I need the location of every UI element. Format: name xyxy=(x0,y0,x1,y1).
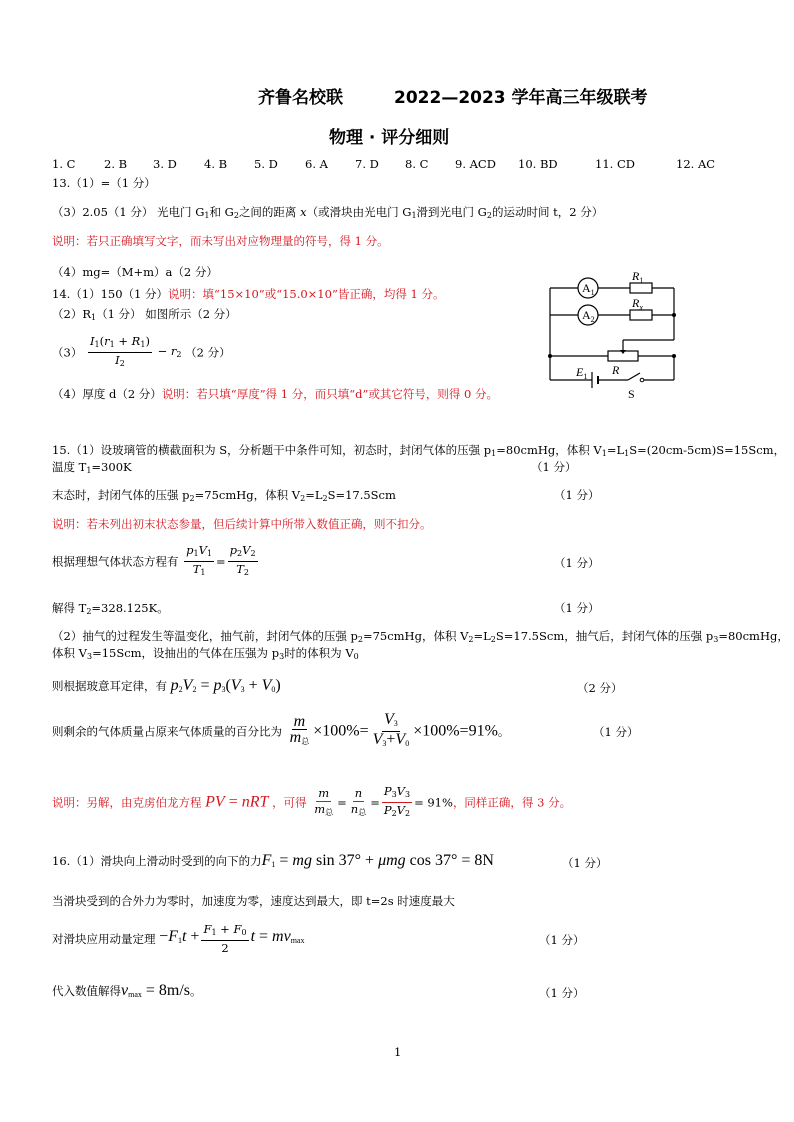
resistor-r1-label: $R_1$ xyxy=(632,269,644,285)
exam-title: 2022—2023 学年高三年级联考 xyxy=(394,88,648,108)
q13-part4: （4）mg=（M+m）a（2 分） xyxy=(52,265,218,279)
answer-7: 7. D xyxy=(355,157,379,171)
answer-12: 12. AC xyxy=(676,157,716,171)
q13-part1: 13.（1）=（1 分） xyxy=(52,176,156,190)
q15-p1-line1: 15.（1）设玻璃管的横截面积为 S，分析题干中条件可知，初态时，封闭气体的压强 $p_1=80cmHg$，体积 $V_1=L_1S=(20cm-5cm)S=15Scm$， xyxy=(52,443,786,458)
q16-mark4: （1 分） xyxy=(539,986,585,1000)
school-name: 齐鲁名校联 xyxy=(258,88,343,108)
q16-p1: 16.（1）滑块向上滑动时受到的向下的力$F_1$ = mg sin 37° + μmg cos 37° = 8N xyxy=(52,852,494,869)
q15-mark6: （2 分） xyxy=(577,681,623,695)
answer-1: 1. C xyxy=(52,157,76,171)
q15-mark1: （1 分） xyxy=(531,460,577,474)
answer-6: 6. A xyxy=(305,157,328,171)
q14-formula: $\frac{I_1(r_1 + R_1)}{I_2}$ xyxy=(89,334,150,368)
q16-p3: 对滑块应用动量定理 $-F_1t$ + $\frac{F_1 + F_0}{2}$ $t = mv_{max}$ xyxy=(52,922,305,955)
answer-4: 4. B xyxy=(204,157,228,171)
resistor-rx-label: $R_x$ xyxy=(632,296,643,312)
answer-2: 2. B xyxy=(104,157,128,171)
answer-10: 10. BD xyxy=(518,157,558,171)
q15-p5-line1: （2）抽气的过程发生等温变化，抽气前，封闭气体的压强 $p_2=75cmHg$，体积 $V_2=L_2S=17.5Scm$，抽气后，封闭气体的压强 $p_3=80cmHg$， xyxy=(52,629,789,644)
q14-part2: $(2)R_1(1$ 分） 如图所示（2 分） xyxy=(52,307,237,322)
q13-note: 说明：若只正确填写文字，而未写出对应物理量的符号，得 1 分。 xyxy=(52,234,389,248)
answer-8: 8. C xyxy=(405,157,429,171)
q14-part1: 14.（1）150（1 分）说明：填“15×10”或“15.0×10”皆正确，均得 1 分。 xyxy=(52,287,445,301)
battery-e-label: $E_1$ xyxy=(576,365,588,381)
q15-mark4: （1 分） xyxy=(554,601,600,615)
q15-mark3: （1 分） xyxy=(554,556,600,570)
q16-p4: 代入数值解得$v_{max} = 8m/s$。 xyxy=(52,982,202,999)
page-number: 1 xyxy=(394,1045,402,1059)
q15-p4: 解得 $T_2=328.125K$。 xyxy=(52,601,169,616)
answer-11: 11. CD xyxy=(595,157,635,171)
answer-3: 3. D xyxy=(153,157,177,171)
answer-5: 5. D xyxy=(254,157,278,171)
q15-note1: 说明：若未列出初末状态参量，但后续计算中所带入数值正确，则不扣分。 xyxy=(52,517,432,531)
answer-9: 9. ACD xyxy=(455,157,496,171)
rheostat-r-label: R xyxy=(612,363,620,377)
q13-part3: （3）2.05（1 分） 光电门 $G_1$和 $G_2$之间的距离 x（或滑块由光电门 $G_1$滑到光电门 $G_2$的运动时间 t，2 分） xyxy=(52,205,604,220)
q16-mark3: （1 分） xyxy=(539,933,585,947)
q15-p5-line2: 体积 $V_3=15Scm$，设抽出的气体在压强为 $p_3$时的体积为 $V_0$ xyxy=(52,646,359,661)
q15-p6: 则根据玻意耳定律，有 $p_2V_2 = p_3(V_3 + V_0)$ xyxy=(52,677,281,694)
q15-mark7: （1 分） xyxy=(593,725,639,739)
q14-part3: （3） $\frac{I_1(r_1 + R_1)}{I_2}$ − $r_2$ （2 分） xyxy=(52,334,231,371)
q16-mark1: （1 分） xyxy=(562,856,608,870)
ammeter-a2-label: $A_2$ xyxy=(582,308,595,324)
circuit-diagram xyxy=(540,268,690,403)
q15-note2: 说明：另解，由克虏伯龙方程 PV = nRT ，可得 $\frac{m}{m_总}$ = $\frac{n}{n_总}$ = $\frac{P_3V_3}{P_2V_2}$ = 91%，同样正确，得 3 分。 xyxy=(52,784,572,818)
q15-p1-line2: 温度 $T_1=300K$ xyxy=(52,460,132,475)
q16-p2: 当滑块受到的合外力为零时，加速度为零，速度达到最大，即 t=2s 时速度最大 xyxy=(52,894,455,908)
q15-p7: 则剩余的气体质量占原来气体质量的百分比为 $\frac{m}{m_总}$ ×100%= $\frac{V_3}{V_3+V_0}$ ×100%=91%。 xyxy=(52,711,510,748)
switch-s-label: S xyxy=(628,387,635,401)
q15-mark2: （1 分） xyxy=(554,488,600,502)
ammeter-a1-label: $A_1$ xyxy=(582,281,595,297)
q15-p2: 末态时，封闭气体的压强 $p_2=75cmHg$，体积 $V_2=L_2S=17.5Scm$ xyxy=(52,488,396,503)
page-subtitle: 物理 · 评分细则 xyxy=(329,128,450,148)
q15-p3: 根据理想气体状态方程有 $\frac{p_1V_1}{T_1}$ = $\frac{p_2V_2}{T_2}$ xyxy=(52,543,256,577)
q14-part4: （4）厚度 d（2 分）说明：若只填“厚度”得 1 分，而只填“d”或其它符号，则得 0 分。 xyxy=(52,387,498,401)
